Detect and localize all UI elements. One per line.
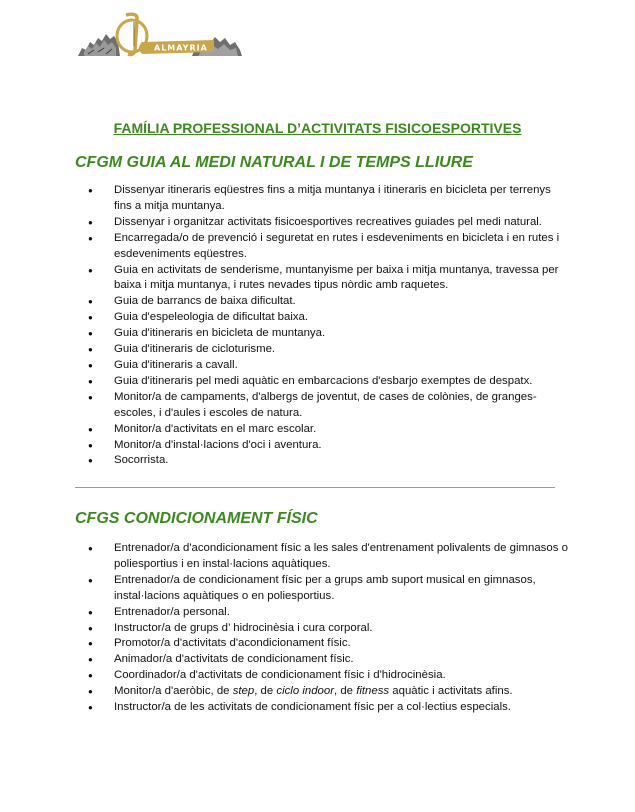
school-logo (74, 12, 246, 62)
list-item: ● Guia d'espeleologia de dificultat baixa. (88, 310, 568, 326)
svg-text:ALMAYRIA: ALMAYRIA (154, 43, 208, 53)
list-item: ● Entrenador/a d'acondicionament físic a les sales d'entrenament polivalents de gimnasos o poliesportius i en instal·lacions aquàtiques. (88, 541, 568, 573)
list-item: ● Guia de barrancs de baixa dificultat. (88, 294, 568, 310)
list-item: ● Guia d'itineraris en bicicleta de muntanya. (88, 326, 568, 342)
list-item: ● Guia en activitats de senderisme, muntanyisme per baixa i mitja muntanya, travessa per baixa i mitja muntanya, i rutes nevades tipus nòrdic amb raquetes. (88, 263, 568, 295)
list-item: ● Dissenyar i organitzar activitats fisicoesportives recreatives guiades pel medi natural. (88, 215, 568, 231)
list-item: ● Monitor/a de campaments, d'albergs de joventut, de cases de colònies, de granges-escoles, i d'aules i escoles de natura. (88, 390, 568, 422)
section1-list (88, 183, 568, 469)
list-item: ● Monitor/a d'instal·lacions d'oci i aventura. (88, 438, 568, 454)
list-item: ● Guia d'itineraris de cicloturisme. (88, 342, 568, 358)
list-item: ● Monitor/a d'activitats en el marc escolar. (88, 422, 568, 438)
section-divider (75, 487, 555, 488)
section2-title: CFGS CONDICIONAMENT FÍSIC (75, 510, 318, 527)
list-item: ● Guia d'itineraris a cavall. (88, 358, 568, 374)
list-item: ● Socorrista. (88, 453, 568, 469)
list-item: ● Monitor/a d'aeròbic, de step, de ciclo indoor, de fitness aquàtic i activitats afins. (88, 684, 568, 700)
list-item: ● Guia d'itineraris pel medi aquàtic en embarcacions d'esbarjo exemptes de despatx. (88, 374, 568, 390)
section2-list (88, 541, 568, 716)
list-item: ● Promotor/a d'activitats d'acondicionament físic. (88, 636, 568, 652)
list-item: ● Entrenador/a de condicionament físic per a grups amb suport musical en gimnasos, instal·lacions aquàtiques o en poliesportius. (88, 573, 568, 605)
list-item: ● Animador/a d'activitats de condicionament físic. (88, 652, 568, 668)
list-item: ● Dissenyar itineraris eqüestres fins a mitja muntanya i itineraris en bicicleta per terrenys fins a mitja muntanya. (88, 183, 568, 215)
list-item: ● Entrenador/a personal. (88, 605, 568, 621)
section1-title: CFGM GUIA AL MEDI NATURAL I DE TEMPS LLIURE (75, 154, 473, 171)
list-item: ● Coordinador/a d'activitats de condicionament físic i d'hidrocinèsia. (88, 668, 568, 684)
list-item: ● Instructor/a de grups d’ hidrocinèsia i cura corporal. (88, 621, 568, 637)
list-item: ● Encarregada/o de prevenció i seguretat en rutes i esdeveniments en bicicleta i en rutes i esdeveniments eqüestres. (88, 231, 568, 263)
family-title: FAMÍLIA PROFESSIONAL D’ACTIVITATS FISICOESPORTIVES (113, 120, 522, 136)
list-item: ● Instructor/a de les activitats de condicionament físic per a col·lectius especials. (88, 700, 568, 716)
